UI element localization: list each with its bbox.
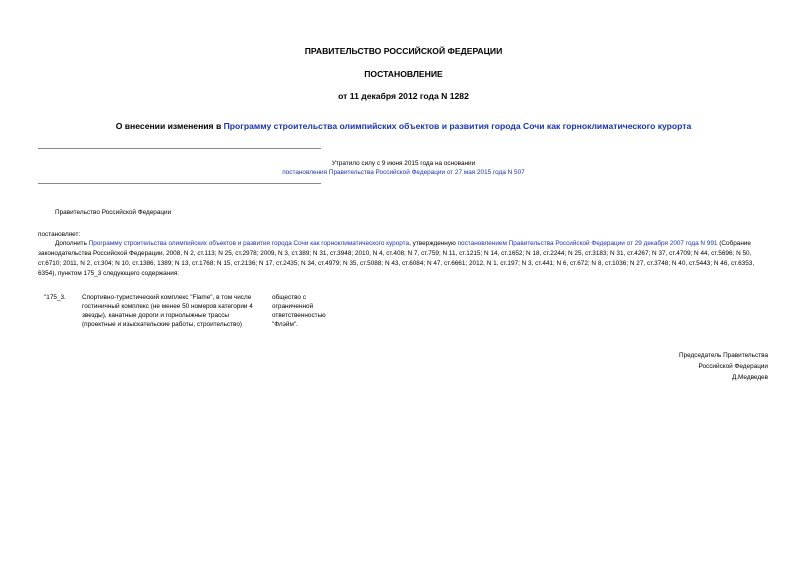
signature-block xyxy=(679,350,768,383)
object-line: Спортивно-туристический комплекс "Flame", в том числе xyxy=(82,294,252,301)
object-line: (проектные и изыскательские работы, строительство) xyxy=(82,321,243,328)
owner-line: ответственностью xyxy=(272,312,326,319)
object-line: гостиничный комплекс (не менее 50 номеров категории 4 xyxy=(82,303,253,310)
repeal-decree-link[interactable]: постановления Правительства Российской Федерации от 27 мая 2015 года N 507 xyxy=(282,169,525,176)
decree-991-link[interactable]: постановлением Правительства Российской Федерации от 29 декабря 2007 года N 991 xyxy=(457,240,718,247)
signer-organization: Российской Федерации xyxy=(698,363,768,370)
paragraph-start: Дополнить xyxy=(55,240,89,247)
owner-line: ограниченной xyxy=(272,303,314,310)
signer-position: Председатель Правительства xyxy=(679,352,768,359)
owner-line: общество с xyxy=(272,294,306,301)
item-number: "175_3. xyxy=(44,294,66,301)
main-paragraph xyxy=(38,239,770,279)
status-line: Утратило силу с 9 июня 2015 года на основании xyxy=(331,160,476,167)
object-description xyxy=(82,293,267,329)
decrees-word: постановляет: xyxy=(38,231,81,238)
paragraph-end: (Собрание законодательства Российской Федерации, 2008, N 2, ст.113; N 25, ст.2978; 2009, N 3, ст.389; N 31, ст.3948; 2010, N 4, ст.408; N 7, ст.759; N 11, ст.1215; N 14, ст.1652; N 18, ст.2244; N 25, ст.3183; N 31, ст.4267; N 37, ст.4709; N 44, ст.5696; N 50, ст.6710; 2011, N 2, ст.304; N 10, ст.1386, 1389; N 13, ст.1768; N 15, ст.2136; N 17, ст.2435; N 34, ст.4979; N 35, ст.5088; N 43, ст.6084; N 47, ст.6661; 2012, N 1, ст.197; N 3, ст.441; N 6, ст.672; N 8, ст.1036; N 27, ст.3748; N 40, ст.5443; N 46, ст.6353, 6354), пунктом 175_3 следующего содержания: xyxy=(38,240,755,277)
program-title-link[interactable]: Программу строительства олимпийских объектов и развития города Сочи как горноклиматического курорта xyxy=(223,121,692,131)
owner-line: "Флэйм". xyxy=(272,321,298,328)
government-heading: ПРАВИТЕЛЬСТВО РОССИЙСКОЙ ФЕДЕРАЦИИ xyxy=(304,46,503,56)
divider-top xyxy=(38,148,321,149)
signer-name: Д.Медведев xyxy=(731,374,768,381)
document-type: ПОСТАНОВЛЕНИЕ xyxy=(364,69,443,79)
responsible-organization xyxy=(272,293,362,329)
object-line: звезды), канатные дороги и горнолыжные трассы xyxy=(82,312,229,319)
divider-bottom xyxy=(38,183,321,184)
document-title xyxy=(0,121,807,131)
program-link[interactable]: Программу строительства олимпийских объектов и развития города Сочи как горноклиматического курорта xyxy=(88,240,410,247)
title-prefix: О внесении изменения в xyxy=(115,121,224,131)
paragraph-middle: , утвержденную xyxy=(409,240,458,247)
document-date-number: от 11 декабря 2012 года N 1282 xyxy=(338,91,469,101)
issuing-authority: Правительство Российской Федерации xyxy=(55,209,172,216)
